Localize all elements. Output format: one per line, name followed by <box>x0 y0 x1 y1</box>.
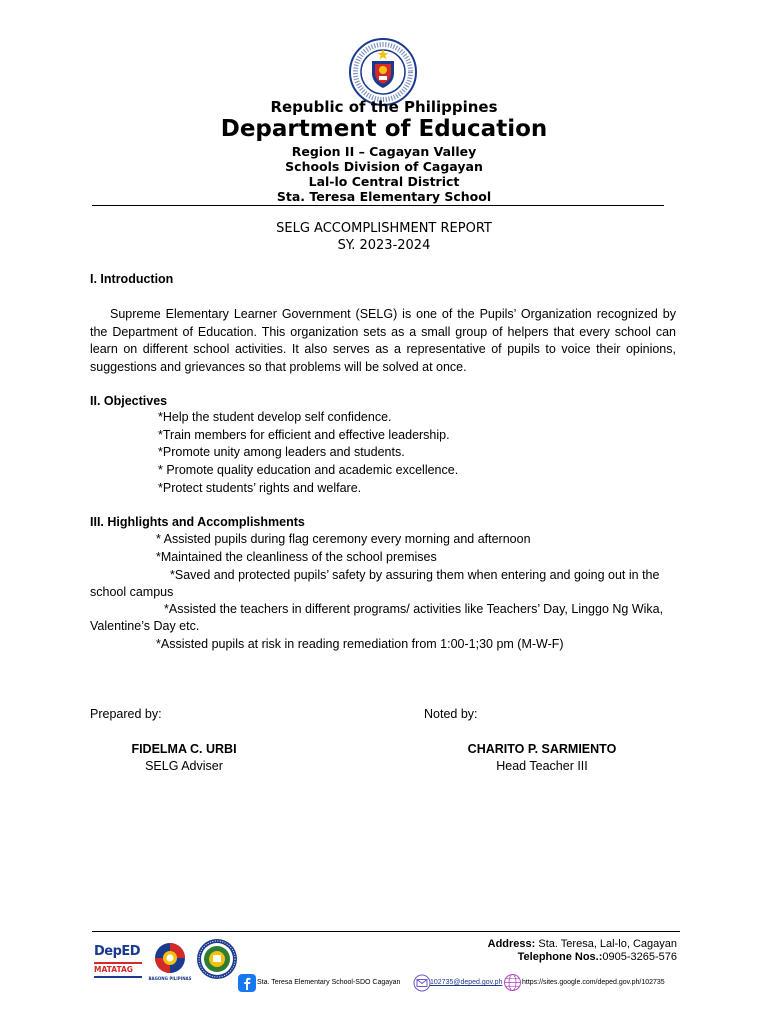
footer-phone <box>518 951 677 963</box>
noted-by-label: Noted by: <box>424 707 478 721</box>
objective-item: *Promote unity among leaders and students. <box>158 445 405 459</box>
email-icon <box>413 974 431 992</box>
school-seal-logo <box>196 938 238 980</box>
prepared-by-label: Prepared by: <box>90 707 162 721</box>
objectives-heading: II. Objectives <box>90 394 168 408</box>
highlight-item: * Assisted pupils during flag ceremony every morning and afternoon <box>156 532 531 546</box>
highlight-item: *Saved and protected pupils’ safety by assuring them when entering and going out in the <box>170 568 660 582</box>
introduction-heading: I. Introduction <box>90 272 174 286</box>
introduction-paragraph: Supreme Elementary Learner Government (SELG) is one of the Pupils’ Organization recognized by the Department of Education. This organization sets as a small group of helpers that every school can learn on different school activities. It also serves as a representative of pupils to voice their opinions, suggestions and grievances so that problems will be solved at once. <box>90 307 676 374</box>
highlight-item-continuation: school campus <box>90 585 174 599</box>
header-republic: Republic of the Philippines <box>270 98 498 116</box>
footer-divider <box>92 931 680 932</box>
highlight-item: *Maintained the cleanliness of the school premises <box>156 550 437 564</box>
objective-item: * Promote quality education and academic excellence. <box>158 463 459 477</box>
highlights-heading: III. Highlights and Accomplishments <box>90 515 305 529</box>
highlight-item: *Assisted pupils at risk in reading remediation from 1:00-1;30 pm (M-W-F) <box>156 637 564 651</box>
header-school: Sta. Teresa Elementary School <box>276 189 492 204</box>
phone-value: 0905-3265-576 <box>602 951 677 963</box>
facebook-page-link[interactable]: Sta. Teresa Elementary School-SDO Cagayan <box>257 979 401 986</box>
objective-item: *Train members for efficient and effective leadership. <box>158 428 450 442</box>
objective-item: *Protect students’ rights and welfare. <box>158 481 362 495</box>
report-title: SELG ACCOMPLISHMENT REPORT <box>276 221 492 236</box>
footer-address <box>488 938 677 950</box>
header-division: Schools Division of Cagayan <box>285 159 483 174</box>
bagong-pilipinas-logo: BAGONG PILIPINAS <box>148 940 192 986</box>
facebook-icon <box>238 974 256 992</box>
prepared-by-name: FIDELMA C. URBI <box>131 742 237 756</box>
prepared-by-position: SELG Adviser <box>145 759 223 773</box>
highlight-item-continuation: Valentine’s Day etc. <box>90 619 200 633</box>
phone-label: Telephone Nos.: <box>517 951 603 963</box>
bagong-pilipinas-emblem-icon <box>148 940 192 976</box>
address-value: Sta. Teresa, Lal-lo, Cagayan <box>535 938 677 950</box>
globe-icon <box>503 973 522 992</box>
website-link[interactable]: https://sites.google.com/deped.gov.ph/102735 <box>522 979 665 986</box>
report-school-year: SY. 2023-2024 <box>337 238 431 253</box>
header-district: Lal-lo Central District <box>308 174 460 189</box>
highlight-item: *Assisted the teachers in different programs/ activities like Teachers’ Day, Linggo Ng Wika, <box>164 602 664 616</box>
header-divider <box>92 205 664 206</box>
header-region: Region II – Cagayan Valley <box>291 144 477 159</box>
noted-by-position: Head Teacher III <box>496 759 588 773</box>
deped-matatag-logo: DepED MATATAG <box>94 942 144 984</box>
email-link[interactable]: 102735@deped.gov.ph <box>430 979 503 986</box>
noted-by-name: CHARITO P. SARMIENTO <box>467 742 617 756</box>
header-department: Department of Education <box>220 116 548 142</box>
deped-seal-logo <box>348 37 418 107</box>
address-label: Address: <box>487 938 536 950</box>
objective-item: *Help the student develop self confidence. <box>158 410 392 424</box>
